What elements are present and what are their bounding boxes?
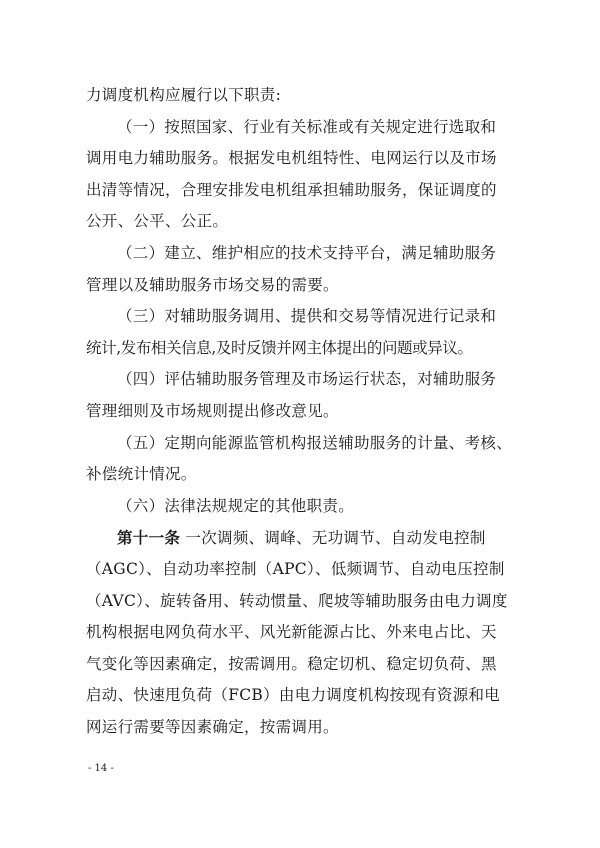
- article-line-2: （AGC）、自动功率控制（APC）、低频调节、自动电压控制: [86, 559, 505, 578]
- page-number: - 14 -: [88, 763, 114, 774]
- article-line-5: 气变化等因素确定，按需调用。稳定切机、稳定切负荷、黑: [86, 654, 497, 673]
- text-line-13: 补偿统计情况。: [86, 465, 197, 484]
- body-text: [86, 80, 516, 743]
- text-line-6: （二）建立、维护相应的技术支持平台，满足辅助服务: [117, 243, 497, 262]
- text-line-10: （四）评估辅助服务管理及市场运行状态，对辅助服务: [117, 370, 497, 389]
- article-heading: 第十一条: [117, 528, 181, 548]
- text-line-1: 力调度机构应履行以下职责:: [86, 86, 282, 104]
- article-line-3: （AVC）、旋转备用、转动惯量、爬坡等辅助服务由电力调度: [86, 591, 508, 610]
- text-line-11: 管理细则及市场规则提出修改意见。: [86, 401, 339, 420]
- text-line-3: 调用电力辅助服务。根据发电机组特性、电网运行以及市场: [86, 149, 497, 168]
- text-line-4: 出清等情况，合理安排发电机组承担辅助服务，保证调度的: [86, 180, 497, 199]
- text-line-5: 公开、公平、公正。: [86, 212, 229, 231]
- text-line-12: （五）定期向能源监管机构报送辅助服务的计量、考核、: [117, 433, 513, 452]
- article-line-7: 网运行需要等因素确定，按需调用。: [86, 717, 339, 736]
- text-line-14: （六）法律法规规定的其他职责。: [117, 496, 355, 515]
- article-line-4: 机构根据电网负荷水平、风光新能源占比、外来电占比、天: [86, 623, 497, 642]
- text-line-8: （三）对辅助服务调用、提供和交易等情况进行记录和: [117, 307, 497, 326]
- article-first-line-text: 一次调频、调峰、无功调节、自动发电控制: [180, 529, 486, 548]
- text-line-2: （一）按照国家、行业有关标准或有关规定进行选取和: [117, 117, 497, 136]
- article-first-line: [86, 522, 516, 554]
- text-line-9: 统计,发布相关信息,及时反馈并网主体提出的问题或异议。: [86, 338, 473, 357]
- article-line-6: 启动、快速甩负荷（FCB）由电力调度机构按现有资源和电: [86, 686, 501, 705]
- text-line-7: 管理以及辅助服务市场交易的需要。: [86, 275, 339, 294]
